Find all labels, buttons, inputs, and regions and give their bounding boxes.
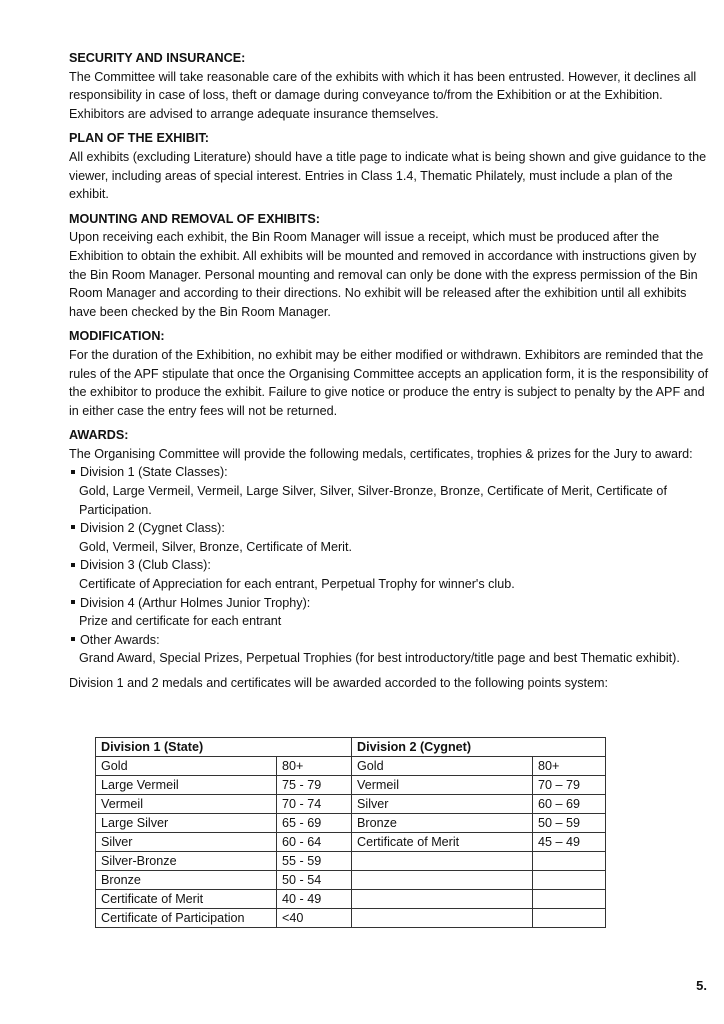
points-table (95, 737, 606, 928)
list-item (69, 594, 713, 613)
div1-award-cell: Large Silver (96, 814, 277, 833)
section-heading: MODIFICATION: (69, 329, 165, 344)
div2-award-cell: Vermeil (352, 776, 533, 795)
div2-points-cell: 60 – 69 (533, 795, 606, 814)
table-row (96, 871, 606, 890)
table-row (96, 852, 606, 871)
award-detail: Gold, Large Vermeil, Vermeil, Large Silver, Silver, Silver-Bronze, Bronze, Certificate of Merit, Certificate of Participation. (79, 484, 667, 517)
awards-intro: The Organising Committee will provide the following medals, certificates, trophies & prizes for the Jury to award: (69, 446, 693, 461)
div2-award-cell: Bronze (352, 814, 533, 833)
table-row (96, 757, 606, 776)
section-mounting (69, 210, 713, 322)
page-number: 5. (696, 978, 707, 993)
div1-points-cell: 40 - 49 (277, 890, 352, 909)
div2-award-cell (352, 909, 533, 928)
table-header-div1: Division 1 (State) (96, 738, 352, 757)
table-row (96, 833, 606, 852)
award-detail: Grand Award, Special Prizes, Perpetual Trophies (for best introductory/title page and best Thematic exhibit). (79, 651, 680, 666)
div2-award-cell (352, 890, 533, 909)
list-item (69, 463, 713, 482)
div2-points-cell (533, 890, 606, 909)
award-title: Division 2 (Cygnet Class): (80, 521, 225, 536)
award-detail: Prize and certificate for each entrant (79, 614, 282, 629)
section-awards (69, 426, 713, 692)
award-title: Other Awards: (80, 632, 160, 647)
section-security (69, 49, 713, 123)
div2-points-cell (533, 909, 606, 928)
div1-points-cell: 55 - 59 (277, 852, 352, 871)
div1-award-cell: Certificate of Merit (96, 890, 277, 909)
div1-points-cell: 50 - 54 (277, 871, 352, 890)
div2-points-cell (533, 871, 606, 890)
list-item (69, 631, 713, 650)
bullet-icon (71, 600, 75, 604)
div2-award-cell (352, 852, 533, 871)
div1-points-cell: 60 - 64 (277, 833, 352, 852)
div2-award-cell: Gold (352, 757, 533, 776)
table-row (96, 909, 606, 928)
div2-award-cell (352, 871, 533, 890)
section-text: Upon receiving each exhibit, the Bin Room Manager will issue a receipt, which must be produced after the Exhibition to obtain the exhibit. All exhibits will be mounted and removed in accordance with instructions given by the Bin Room Manager. Personal mounting and removal can only be done with the express permission of the Bin Room Manager and according to their directions. No exhibit will be released after the exhibition until all exhibits have been checked by the Bin Room Manager. (69, 230, 698, 319)
section-heading: AWARDS: (69, 428, 129, 443)
section-heading: SECURITY AND INSURANCE: (69, 51, 246, 65)
section-text: All exhibits (excluding Literature) should have a title page to indicate what is being shown and give guidance to the viewer, including areas of special interest. Entries in Class 1.4, Thematic Philately, must include a plan of the exhibit. (69, 149, 707, 202)
div1-points-cell: 65 - 69 (277, 814, 352, 833)
div1-award-cell: Bronze (96, 871, 277, 890)
award-title: Division 1 (State Classes): (80, 465, 228, 480)
award-title: Division 4 (Arthur Holmes Junior Trophy): (80, 595, 311, 610)
div1-award-cell: Silver-Bronze (96, 852, 277, 871)
div2-award-cell: Silver (352, 795, 533, 814)
bullet-icon (71, 563, 75, 567)
list-item (69, 556, 713, 575)
award-detail: Gold, Vermeil, Silver, Bronze, Certificate of Merit. (79, 539, 352, 554)
div2-points-cell: 50 – 59 (533, 814, 606, 833)
document-body (69, 49, 713, 699)
div2-points-cell: 45 – 49 (533, 833, 606, 852)
points-intro: Division 1 and 2 medals and certificates will be awarded accorded to the following points system: (69, 676, 609, 690)
section-text: For the duration of the Exhibition, no exhibit may be either modified or withdrawn. Exhibitors are reminded that the rules of the APF stipulate that once the Organising Committee accepts an application form, it is the responsibility of the exhibitor to produce the exhibit. Failure to give notice or produce the entry is subject to penalty by the APF and in either case the entry fees will not be returned. (69, 347, 709, 418)
div1-points-cell: 80+ (277, 757, 352, 776)
table-header-div2: Division 2 (Cygnet) (352, 738, 606, 757)
div1-points-cell: <40 (277, 909, 352, 928)
list-item (69, 519, 713, 538)
bullet-icon (71, 525, 75, 529)
table-header-row (96, 738, 606, 757)
div1-award-cell: Silver (96, 833, 277, 852)
div2-points-cell: 80+ (533, 757, 606, 776)
bullet-icon (71, 637, 75, 641)
div2-award-cell: Certificate of Merit (352, 833, 533, 852)
table-row (96, 814, 606, 833)
div2-points-cell (533, 852, 606, 871)
section-plan (69, 129, 713, 203)
section-modification (69, 327, 713, 420)
table-row (96, 776, 606, 795)
section-text: The Committee will take reasonable care of the exhibits with which it has been entrusted. However, it declines all responsibility in case of loss, theft or damage during conveyance to/from the Exhibition or at the Exhibition. Exhibitors are advised to arrange adequate insurance themselves. (69, 69, 697, 121)
table-row (96, 890, 606, 909)
bullet-icon (71, 470, 75, 474)
div1-points-cell: 70 - 74 (277, 795, 352, 814)
award-title: Division 3 (Club Class): (80, 558, 211, 573)
table-row (96, 795, 606, 814)
div1-award-cell: Certificate of Participation (96, 909, 277, 928)
section-heading: PLAN OF THE EXHIBIT: (69, 131, 209, 146)
section-heading: MOUNTING AND REMOVAL OF EXHIBITS: (69, 211, 320, 226)
div1-award-cell: Vermeil (96, 795, 277, 814)
div1-points-cell: 75 - 79 (277, 776, 352, 795)
div1-award-cell: Gold (96, 757, 277, 776)
award-detail: Certificate of Appreciation for each entrant, Perpetual Trophy for winner's club. (79, 577, 515, 592)
div2-points-cell: 70 – 79 (533, 776, 606, 795)
div1-award-cell: Large Vermeil (96, 776, 277, 795)
